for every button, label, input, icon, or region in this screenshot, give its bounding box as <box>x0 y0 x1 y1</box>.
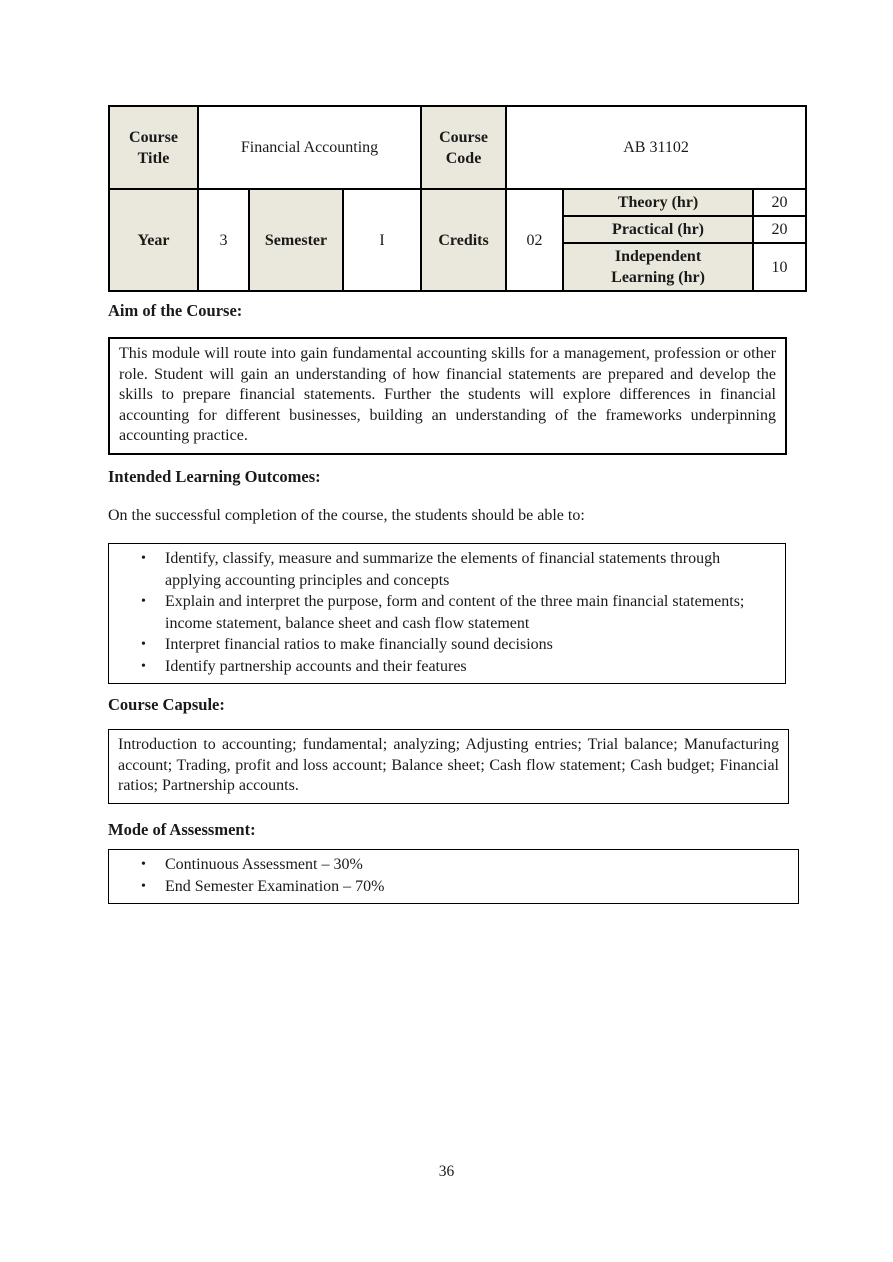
ilo-item-text: Identify, classify, measure and summarize the elements of financial statements through applying accounting principles and concepts <box>165 550 721 589</box>
assessment-heading: Mode of Assessment: <box>108 820 256 839</box>
ilo-item-text: Explain and interpret the purpose, form and content of the three main financial statements; income statement, balance sheet and cash flow statement <box>165 593 745 632</box>
capsule-heading: Course Capsule: <box>108 695 225 714</box>
bullet-icon: • <box>141 658 146 674</box>
list-item <box>109 634 777 656</box>
bullet-icon: • <box>141 551 146 566</box>
assessment-box <box>108 849 799 904</box>
list-item <box>109 591 777 634</box>
course-title-label-cell: Course Title <box>109 106 198 189</box>
page-number: 36 <box>438 1163 455 1180</box>
year-value-cell: 3 <box>198 189 249 291</box>
ilo-box <box>108 543 786 684</box>
semester-label-cell: Semester <box>249 189 343 291</box>
semester-value-cell: I <box>343 189 421 291</box>
practical-hours-value-cell: 20 <box>753 216 806 243</box>
capsule-box: Introduction to accounting; fundamental; analyzing; Adjusting entries; Trial balance; Manufacturing account; Trading, profit and loss account; Balance sheet; Cash flow statement; Cash budget; Financial ratios; Partnership accounts. <box>108 729 789 804</box>
table-row <box>109 106 806 189</box>
list-item <box>109 854 790 876</box>
table-row <box>109 189 806 216</box>
list-item <box>109 656 777 678</box>
bullet-icon: • <box>141 637 146 652</box>
list-item <box>109 548 777 591</box>
aim-heading: Aim of the Course: <box>108 301 243 320</box>
credits-value-cell: 02 <box>506 189 563 291</box>
bullet-icon: • <box>141 857 146 872</box>
ilo-item-text: Identify partnership accounts and their features <box>165 657 467 675</box>
course-code-label-cell: Course Code <box>421 106 506 189</box>
theory-hours-value-cell: 20 <box>753 189 806 216</box>
assessment-item-text: End Semester Examination – 70% <box>165 877 385 895</box>
credits-label-cell: Credits <box>421 189 506 291</box>
independent-learning-label-cell <box>563 243 753 291</box>
course-code-value-cell: AB 31102 <box>506 106 806 189</box>
list-item <box>109 876 790 898</box>
bullet-icon: • <box>141 594 146 609</box>
course-title-value-cell: Financial Accounting <box>198 106 421 189</box>
course-info-table <box>108 105 807 292</box>
independent-learning-value-cell: 10 <box>753 243 806 291</box>
ilo-item-text: Interpret financial ratios to make financially sound decisions <box>165 636 553 653</box>
ilo-heading: Intended Learning Outcomes: <box>108 467 321 486</box>
ilo-intro-text: On the successful completion of the course, the students should be able to: <box>108 507 585 524</box>
aim-box: This module will route into gain fundamental accounting skills for a management, profession or other role. Student will gain an understanding of how financial statements are prepared and develop the skills to prepare financial statements. Further the students will explore differences in financial accounting for different businesses, building an understanding of the frameworks underpinning accounting practice. <box>108 337 787 455</box>
assessment-item-text: Continuous Assessment – 30% <box>165 856 363 873</box>
bullet-icon: • <box>141 878 146 894</box>
independent-learning-label: Independent Learning (hr) <box>611 248 705 286</box>
practical-hours-label-cell: Practical (hr) <box>563 216 753 243</box>
theory-hours-label-cell: Theory (hr) <box>563 189 753 216</box>
year-label-cell: Year <box>109 189 198 291</box>
